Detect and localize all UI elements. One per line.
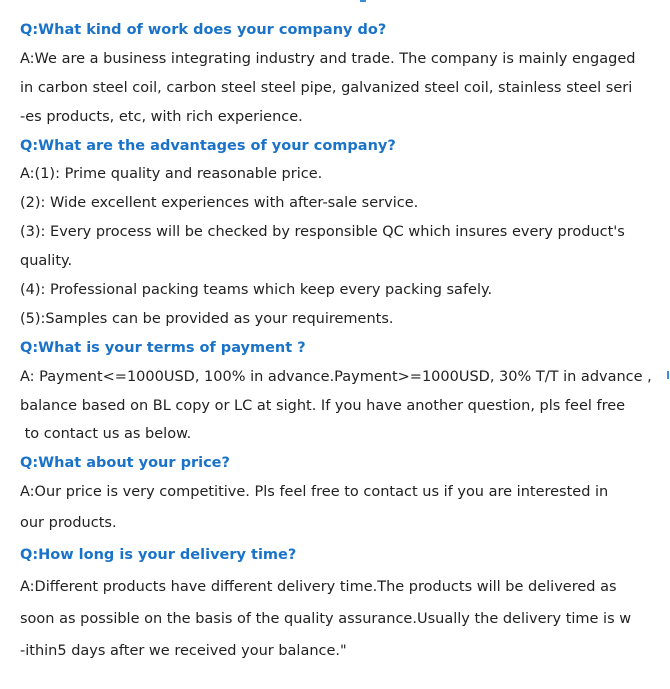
answer-5-line-3: -ithin5 days after we received your balance." [20,643,347,659]
question-2: Q:What are the advantages of your company? [20,138,396,154]
answer-2-line-6: (5):Samples can be provided as your requirements. [20,311,394,327]
answer-3-line-2: balance based on BL copy or LC at sight. If you have another question, pls feel free [20,398,626,414]
question-3: Q:What is your terms of payment ? [20,340,306,356]
answer-5-line-2: soon as possible on the basis of the quality assurance.Usually the delivery time is w [20,611,632,627]
decorative-mark [667,371,669,379]
answer-3-line-1: A: Payment<=1000USD, 100% in advance.Payment>=1000USD, 30% T/T in advance , [20,369,652,385]
answer-1-line-2: in carbon steel coil, carbon steel steel pipe, galvanized steel coil, stainless steel seri [20,80,633,96]
decorative-mark [360,0,366,2]
answer-2-line-3: (3): Every process will be checked by responsible QC which insures every product's [20,224,625,240]
question-4: Q:What about your price? [20,455,230,471]
answer-1-line-3: -es products, etc, with rich experience. [20,109,303,125]
answer-4-line-2: our products. [20,515,117,531]
answer-5-line-1: A:Different products have different delivery time.The products will be delivered as [20,579,617,595]
answer-2-line-5: (4): Professional packing teams which keep every packing safely. [20,282,493,298]
answer-1-line-1: A:We are a business integrating industry and trade. The company is mainly engaged [20,51,636,67]
answer-2-line-2: (2): Wide excellent experiences with after-sale service. [20,195,419,211]
answer-2-line-1: A:(1): Prime quality and reasonable price. [20,166,323,182]
question-5: Q:How long is your delivery time? [20,547,297,563]
answer-4-line-1: A:Our price is very competitive. Pls feel free to contact us if you are interested in [20,484,609,500]
answer-2-line-4: quality. [20,253,73,269]
question-1: Q:What kind of work does your company do? [20,22,387,38]
answer-3-line-3: to contact us as below. [20,426,192,442]
